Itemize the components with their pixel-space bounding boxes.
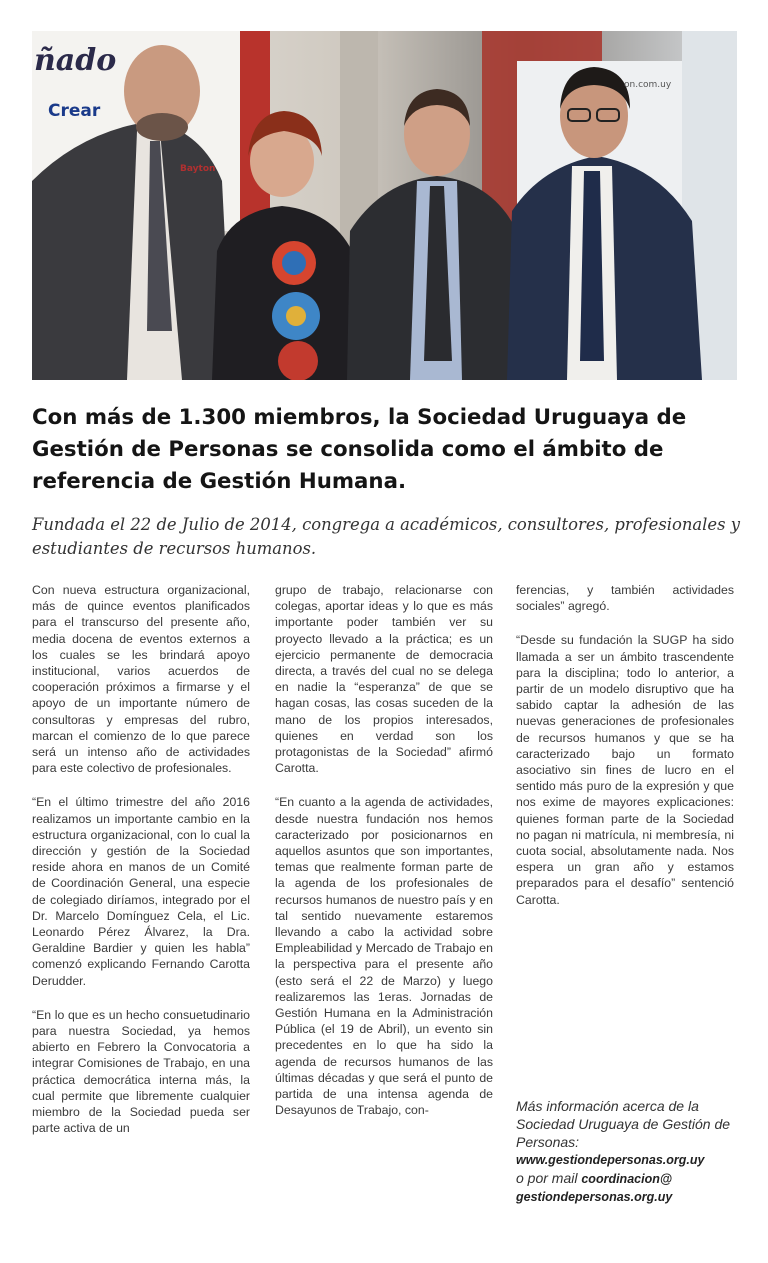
paragraph: “Desde su fundación la SUGP ha sido llamada a ser un ámbito trascendente para la disciplina; todo lo anterior, a partir de un modelo disruptivo que ha sabido captar la adhesión de las nuevas generaciones de profesionales de recursos humanos y que se ha caracterizado bajo un formato asociativo sin fines de lucro en el sentido más puro de la expresión y que nos exime de mayores explicaciones: quienes forman parte de la Sociedad no pagan ni matrícula, ni membresía, ni cuota social, absolutamente nada. Nos espera un gran año y estamos preparados para el desafío” sentenció Carotta. bbox=[516, 633, 734, 907]
text-column-1 bbox=[32, 582, 250, 1155]
sponsor-sign-text: Bayton bbox=[180, 164, 216, 174]
email-link-part-2[interactable]: gestiondepersonas.org.uy bbox=[516, 1190, 673, 1204]
paragraph: “En lo que es un hecho consuetudinario para nuestra Sociedad, ya hemos abierto en Febrero la Convocatoria a integrar Comisiones de Trabajo, en una práctica democrática interna más, la cual permite que libremente cualquier miembro de la Sociedad pueda ser parte activa de un bbox=[32, 1007, 250, 1136]
paragraph: grupo de trabajo, relacionarse con colegas, aportar ideas y lo que es más importante poder también ver su proyecto llevado a la práctica; es un ejercicio permanente de democracia directa, a través del cual no se delega en nadie la “esperanza” de que se hagan cosas, las cosas suceden de la mano de los propios interesados, quienes en verdad son los protagonistas de la Sociedad” afirmó Carotta. bbox=[275, 583, 493, 776]
text-column-2 bbox=[275, 582, 493, 1137]
more-info-lead: Más información acerca de la Sociedad Uruguaya de Gestión de Personas: bbox=[516, 1098, 731, 1150]
email-link-part-1[interactable]: coordinacion@ bbox=[581, 1172, 673, 1186]
paragraph: “En el último trimestre del año 2016 realizamos un importante cambio en la estructura organizacional, con lo cual la dirección y gestión de la Sociedad reside ahora en manos de un Comité de Coordinación General, una especie de colegiado diríamos, integrado por el Dr. Marcelo Domínguez Cela, el Lic. Leonardo Pérez Álvarez, la Dra. Geraldine Bardier y quien les habla” comenzó explicando Fernando Carotta Derudder. bbox=[32, 795, 250, 988]
logo-sign-text: Crear bbox=[48, 101, 101, 121]
mail-lead: o por mail bbox=[516, 1170, 578, 1186]
paragraph: “En cuanto a la agenda de actividades, desde nuestra fundación nos hemos caracterizado por posicionarnos en aquellos asuntos que son importantes, temas que realmente forman parte de la agenda de los profesionales de recursos humanos de nuestro país y en tal sentido nuevamente estaremos llevando a cabo la actividad sobre Empleabilidad y Mercado de Trabajo en la perspectiva para el presente año (esto será el 22 de Marzo) y luego realizaremos las 1eras. Jornadas de Gestión Humana en la Administración Pública (el 19 de Abril), un evento sin precedentes en lo que ha sido la agenda de recursos humanos de las últimas décadas y que será el punto de partida de una intensa agenda de Desayunos de Trabajo, con- bbox=[275, 795, 493, 1118]
website-sign-text: on.com.uy bbox=[624, 80, 672, 90]
article-headline: Con más de 1.300 miembros, la Sociedad Uruguaya de Gestión de Personas se consolida como el ámbito de referencia de Gestión Humana. bbox=[32, 405, 687, 494]
article-subhead: Fundada el 22 de Julio de 2014, congrega a académicos, consultores, profesionales y estudiantes de recursos humanos. bbox=[32, 515, 741, 558]
banner-sign-text: ñado bbox=[34, 43, 117, 78]
website-link[interactable]: www.gestiondepersonas.org.uy bbox=[516, 1153, 705, 1167]
text-column-3 bbox=[516, 582, 734, 926]
paragraph: Con nueva estructura organizacional, más de quince eventos planificados para el transcurso del presente año, media docena de eventos externos a los cuales se les brindará apoyo institucional, varios acuerdos de cooperación próximos a firmarse y el apoyo de un importante número de consultoras y empresas del rubro, marcan el comienzo de lo que parece será un intenso año de actividades para este colectivo de profesionales. bbox=[32, 583, 250, 776]
article-photo bbox=[32, 31, 737, 380]
more-info-box bbox=[516, 1097, 740, 1206]
paragraph: ferencias, y también actividades sociales” agregó. bbox=[516, 583, 734, 614]
